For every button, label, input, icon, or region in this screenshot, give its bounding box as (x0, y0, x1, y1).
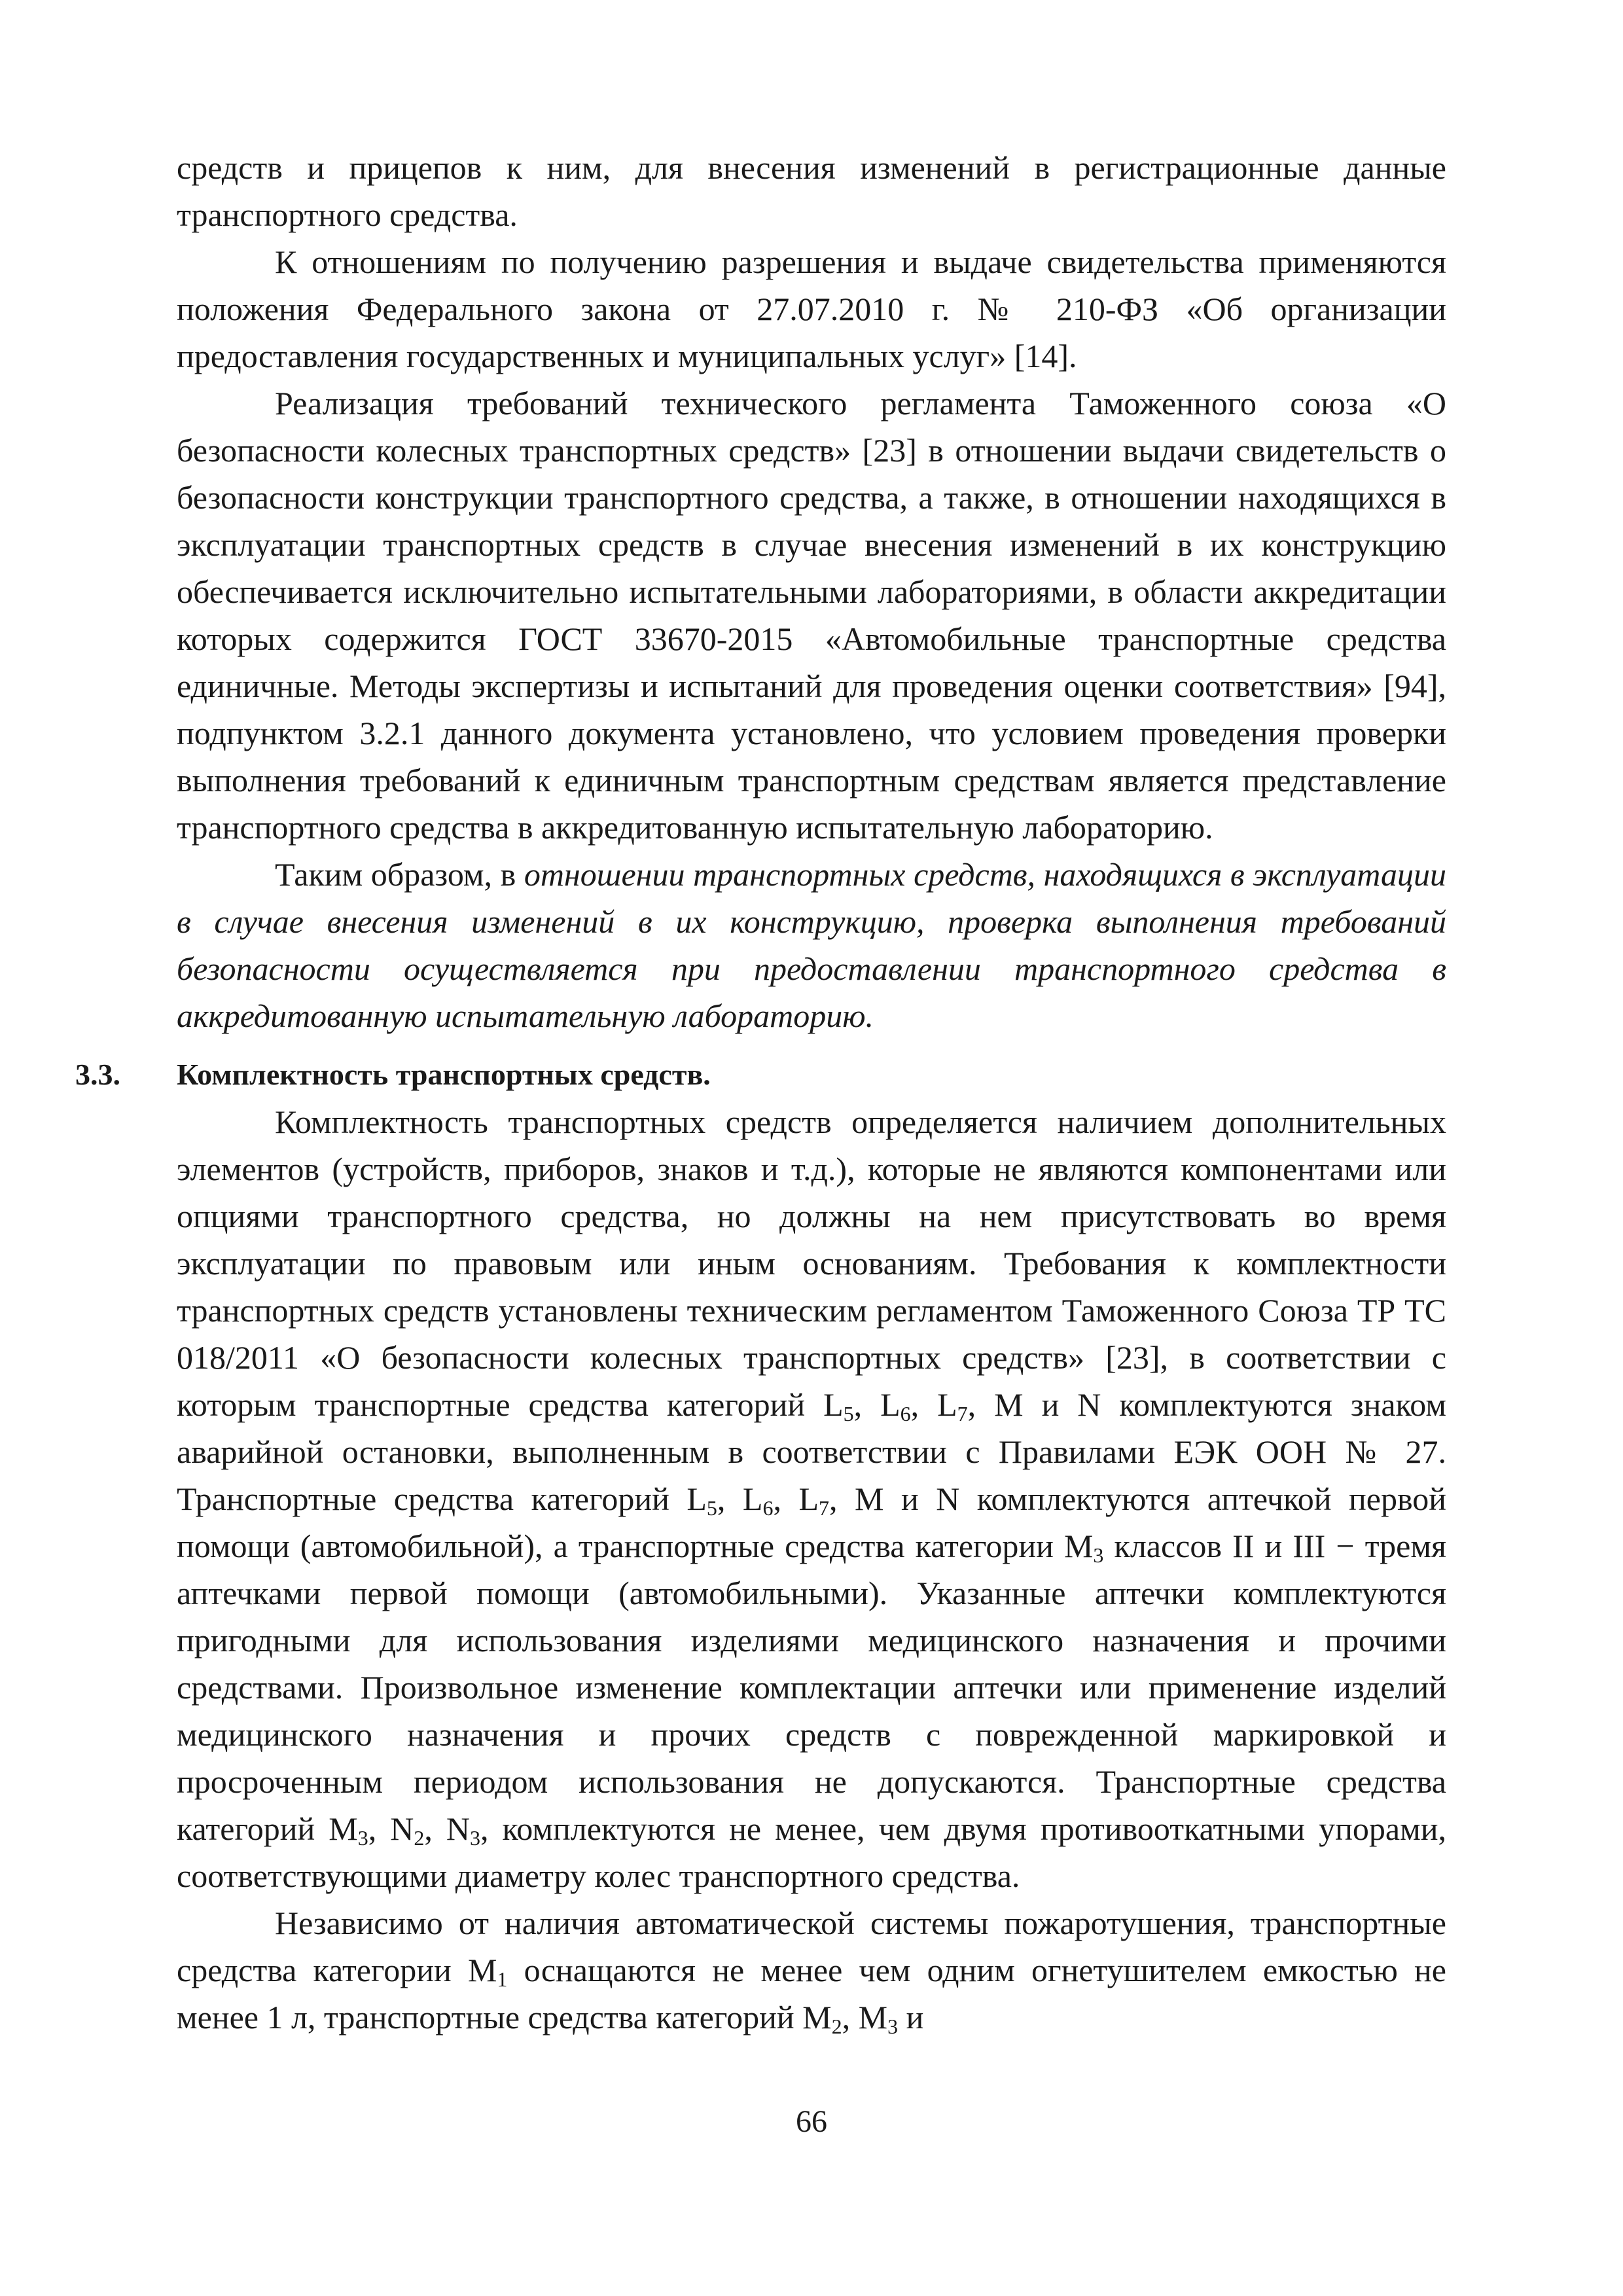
text-run: , M и N комплектуются аптечкой первой помощи (автомобильной), а транспортные средства категории (177, 1480, 1447, 1564)
category-subscript: 6 (762, 1496, 774, 1520)
separator: , (842, 1999, 859, 2036)
category-symbol: L (937, 1386, 957, 1423)
text-run: оснащаются не менее чем одним огнетушителем емкостью не менее 1 л, транспортные средства категорий (177, 1952, 1446, 2036)
category-symbol: M (858, 1999, 888, 2036)
category-symbol: M (1063, 1528, 1094, 1564)
paragraph-conclusion (177, 851, 1446, 1039)
section-number: 3.3. (75, 1058, 120, 1091)
category-subscript: 1 (497, 1967, 508, 1991)
body-text (75, 144, 1447, 2041)
category-symbol: N (390, 1810, 414, 1847)
category-symbol: L (687, 1480, 707, 1517)
category-symbol: M (802, 1999, 832, 2036)
category-symbol: L (798, 1480, 819, 1517)
separator: , (853, 1386, 881, 1423)
category-subscript: 5 (706, 1496, 717, 1520)
category-symbol: M (467, 1952, 497, 1988)
text-run: Независимо от наличия автоматической системы пожаротушения, транспортные средства категории (177, 1905, 1446, 1988)
paragraph-extinguisher (177, 1899, 1446, 2041)
conclusion-emphasis: отношении транспортных средств, находящихся в эксплуатации в случае внесения изменений в их конструкцию, проверка выполнения требований безопасности осуществляется при предоставлении транспортного средства в аккредитованную испытательную лабораторию. (177, 856, 1446, 1034)
separator: , (717, 1480, 743, 1517)
conclusion-lead: Таким образом, в (275, 856, 524, 893)
category-subscript: 3 (357, 1826, 368, 1850)
separator: , (368, 1810, 391, 1847)
section-heading (75, 1051, 1446, 1098)
category-subscript: 3 (887, 2015, 899, 2038)
separator: , (910, 1386, 938, 1423)
category-subscript: 6 (900, 1402, 911, 1426)
category-symbol: M (329, 1810, 358, 1847)
category-subscript: 3 (1093, 1543, 1104, 1567)
separator: , (773, 1480, 799, 1517)
text-run: Комплектность транспортных средств определяется наличием дополнительных элементов (устройств, приборов, знаков и т.д.), которые не являются компонентами или опциями транспортного средства, но должны на нем присутствовать во время эксплуатации по правовым или иным основаниям. Требования к комплектности транспортных средств установлены техническим регламентом Таможенного Союза ТР ТС 018/2011 «О безопасности колесных транспортных средств» [23], в соответствии с которым транспортные средства категорий (177, 1103, 1446, 1423)
text-run: , комплектуются не менее, чем двумя противооткатными упорами, соответствующими диаметру колес транспортного средства. (177, 1810, 1446, 1894)
paragraph-continuation: средств и прицепов к ним, для внесения изменений в регистрационные данные транспортного средства. (177, 149, 1446, 233)
category-symbol: L (880, 1386, 901, 1423)
text-run: , M и N комплектуются знаком аварийной остановки, выполненным в соответствии с Правилами ЕЭК ООН № 27. Транспортные средства категорий (177, 1386, 1446, 1517)
category-subscript: 5 (843, 1402, 854, 1426)
category-subscript: 3 (470, 1826, 481, 1850)
page-number: 66 (796, 2104, 827, 2139)
section-title: Комплектность транспортных средств. (177, 1058, 711, 1091)
text-run: и (898, 1999, 924, 2036)
category-subscript: 7 (957, 1402, 968, 1426)
separator: , (424, 1810, 446, 1847)
paragraph-completeness (177, 1098, 1446, 1899)
category-symbol: N (446, 1810, 471, 1847)
category-subscript: 7 (819, 1496, 829, 1520)
category-subscript: 2 (414, 1826, 425, 1850)
paragraph-regulation: Реализация требований технического регламента Таможенного союза «О безопасности колесных транспортных средств» [23] в отношении выдачи свидетельств о безопасности конструкции транспортного средства, а также, в отношении находящихся в эксплуатации транспортных средств в случае внесения изменений в их конструкцию обеспечивается исключительно испытательными лабораториями, в области аккредитации которых содержится ГОСТ 33670-2015 «Автомобильные транспортные средства единичные. Методы экспертизы и испытаний для проведения оценки соответствия» [94], подпунктом 3.2.1 данного документа установлено, что условием проведения проверки выполнения требований к единичным транспортным средствам является представление транспортного средства в аккредитованную испытательную лабораторию. (177, 385, 1446, 846)
category-symbol: L (742, 1480, 763, 1517)
text-run: классов II и III − тремя аптечками первой помощи (автомобильными). Указанные аптечки комплектуются пригодными для использования изделиями медицинского назначения и прочими средствами. Произвольное изменение комплектации аптечки или применение изделий медицинского назначения и прочих средств с поврежденной маркировкой и просроченным периодом использования не допускаются. Транспортные средства категорий (177, 1528, 1446, 1847)
category-symbol: L (823, 1386, 844, 1423)
paragraph-relations: К отношениям по получению разрешения и выдаче свидетельства применяются положения Федерального закона от 27.07.2010 г. № 210-ФЗ «Об организации предоставления государственных и муниципальных услуг» [14]. (177, 243, 1446, 374)
category-subscript: 2 (831, 2015, 842, 2038)
